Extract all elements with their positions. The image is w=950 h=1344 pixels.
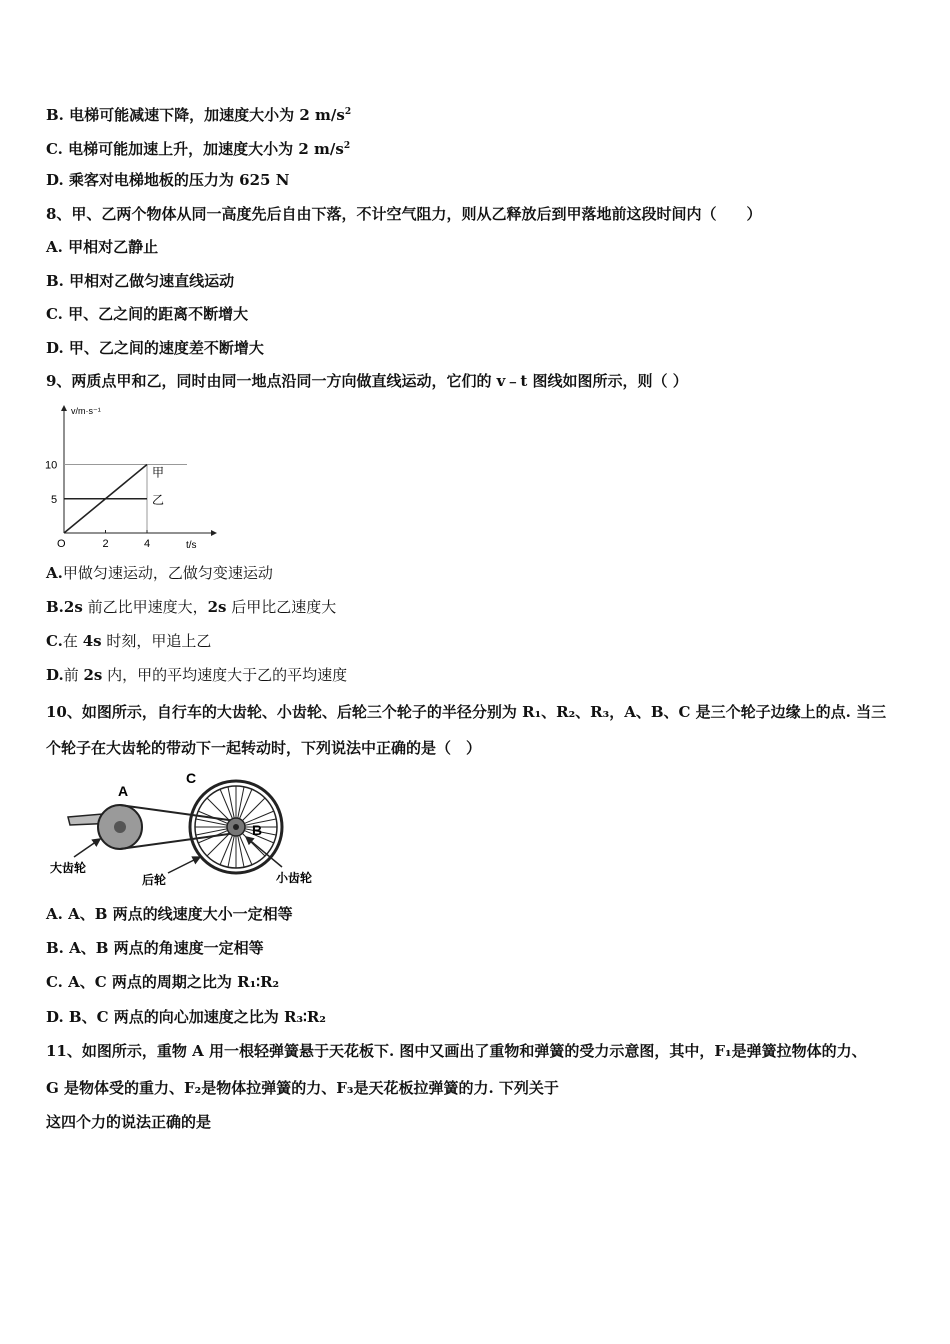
q8-option-c: C. 甲、乙之间的距离不断增大 — [46, 305, 249, 323]
q10-option-c: C. A、C 两点的周期之比为 R₁∶R₂ — [46, 973, 280, 991]
time-value: 2s — [63, 598, 83, 616]
origin-label: O — [57, 538, 66, 550]
time-value: 4s — [82, 632, 102, 650]
option-label: D. — [46, 666, 64, 684]
point-b-label: B — [252, 822, 263, 838]
option-text: 乘客对电梯地板的压力为 — [68, 171, 240, 189]
q10-option-b: B. A、B 两点的角速度一定相等 — [46, 939, 264, 957]
y-tick-label: 10 — [45, 459, 58, 472]
q11-stem-line1: 11、如图所示，重物 A 用一根轻弹簧悬于天花板下. 图中又画出了重物和弹簧的受力示意图，其中，F₁是弹簧拉物体的力、 — [46, 1042, 867, 1060]
point-a-label: A — [118, 783, 129, 799]
option-value: 2 m/s — [299, 106, 345, 124]
q9-stem: 9、两质点甲和乙，同时由同一地点沿同一方向做直线运动，它们的 v﹣t 图线如图所示，则（ ） — [46, 372, 688, 390]
y-axis-label: v/m·s⁻¹ — [71, 406, 101, 416]
x-tick-label: 2 — [102, 538, 109, 550]
time-value: 2s — [83, 666, 103, 684]
q11-stem-line3: 这四个力的说法正确的是 — [46, 1113, 212, 1131]
option-text: 前 — [63, 666, 84, 684]
q8-stem: 8、甲、乙两个物体从同一高度先后自由下落，不计空气阻力，则从乙释放后到甲落地前这段时间内（ ） — [46, 205, 762, 223]
option-text: 时刻，甲追上乙 — [101, 632, 212, 650]
time-value: 2s — [207, 598, 227, 616]
q10-stem-line1: 10、如图所示，自行车的大齿轮、小齿轮、后轮三个轮子的半径分别为 R₁、R₂、R₃，A、B、C 是三个轮子边缘上的点. 当三 — [46, 703, 887, 721]
option-prefix: D. — [46, 171, 69, 189]
series-label: 乙 — [152, 492, 165, 507]
q8-option-d: D. 甲、乙之间的速度差不断增大 — [46, 339, 264, 357]
q8-option-b: B. 甲相对乙做匀速直线运动 — [46, 272, 235, 290]
q9-option-c — [46, 631, 211, 651]
option-text: 在 — [62, 632, 83, 650]
q9-option-a — [46, 563, 273, 583]
bicycle-gear-diagram — [44, 765, 334, 895]
series-label: 甲 — [152, 465, 165, 480]
small-gear-label: 小齿轮 — [276, 871, 313, 885]
vt-chart — [40, 398, 230, 558]
q10-option-a: A. A、B 两点的线速度大小一定相等 — [46, 905, 293, 923]
option-prefix: B. — [46, 106, 70, 124]
q7-option-d — [46, 170, 289, 190]
option-text: 甲做匀速运动，乙做匀变速运动 — [62, 564, 273, 582]
q7-option-c — [46, 136, 350, 159]
q10-stem-line2: 个轮子在大齿轮的带动下一起转动时，下列说法中正确的是（ ） — [46, 739, 482, 757]
option-text: 电梯可能加速上升，加速度大小为 — [68, 140, 299, 158]
x-tick-label: 4 — [144, 538, 151, 550]
option-text: 电梯可能减速下降，加速度大小为 — [69, 106, 300, 124]
option-label: B. — [46, 598, 64, 616]
q11-stem-line2: G 是物体受的重力、F₂是物体拉弹簧的力、F₃是天花板拉弹簧的力. 下列关于 — [46, 1079, 559, 1097]
point-c-label: C — [186, 770, 197, 786]
option-label: A. — [46, 564, 63, 582]
exponent: 2 — [344, 107, 352, 117]
q10-option-d: D. B、C 两点的向心加速度之比为 R₃∶R₂ — [46, 1008, 326, 1026]
option-text: 前乙比甲速度大， — [82, 598, 208, 616]
option-text: 后甲比乙速度大 — [226, 598, 337, 616]
exponent: 2 — [343, 141, 351, 151]
q9-option-d — [46, 665, 347, 685]
option-prefix: C. — [46, 140, 69, 158]
option-value: 2 m/s — [298, 140, 344, 158]
x-axis-label: t/s — [186, 540, 197, 551]
y-tick-label: 5 — [51, 493, 58, 506]
option-value: 625 N — [239, 171, 290, 189]
q9-option-b — [46, 597, 336, 617]
q7-option-b — [46, 102, 351, 125]
option-text: 内，甲的平均速度大于乙的平均速度 — [102, 666, 348, 684]
q8-option-a: A. 甲相对乙静止 — [46, 238, 159, 256]
big-gear-label: 大齿轮 — [50, 861, 87, 875]
option-label: C. — [46, 632, 63, 650]
rear-wheel-label: 后轮 — [142, 873, 167, 887]
